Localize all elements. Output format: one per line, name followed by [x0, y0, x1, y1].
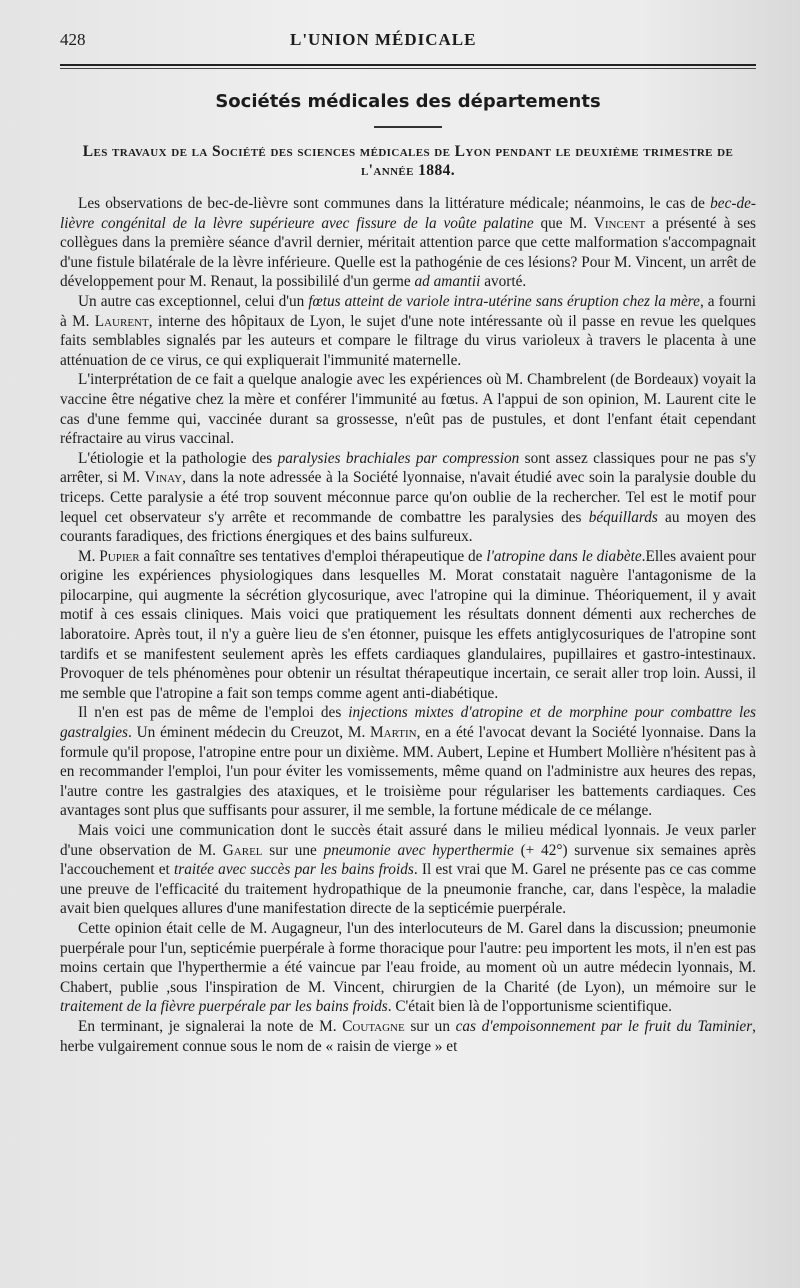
- paragraph-text: . Il est vrai que M. Garel ne présente pas ce cas comme une preuve de l'efficacité du traitement hydropathique de la pneumonie franche, car, dans l'espèce, la maladie avait bien quelques allures d'une manifestation directe de la septicémie puerpérale.: [60, 861, 756, 918]
- paragraph-text: , dans la note adressée à la Société lyonnaise, n'avait étudié avec soin la paralysie double du triceps. Cette paralysie a été trop souvent méconnue parce qu'on oublie de la rechercher. Tel est le motif pour lequel cet observateur s'y arrête et recommande de combattre les paralysies des: [60, 469, 757, 526]
- paragraph-text: sont assez classiques pour ne pas s'y arrêter, si M.: [60, 449, 756, 487]
- paragraph-text: Il n'en est pas de même de l'emploi des: [78, 704, 349, 722]
- paragraph-text: , a fourni à M.: [60, 292, 756, 330]
- body-paragraph: [60, 821, 756, 919]
- paragraph-text: .Elles avaient pour origine les expériences physiologiques dans lesquelles M. Morat constatait naguère l'antagonisme de la pilocarpine, qui augmente la sécrétion glycosurique, avec l'atropine qui la diminue. Théoriquement, il y avait motif à ces essais cliniques. Mais voici que pratiquement les résultats donnent démenti aux recherches de laboratoire. Après tout, il n'y a guère lieu de s'en étonner, puisque les effets antiglycosuriques de l'atropine sont tardifs et se manifestent seulement après les effets cardiaques glandulaires, pupillaires et gastro-intestinaux. Provoquer de tels phénomènes pour obtenir un résultat thérapeutique incertain, ce serait aller trop loin. Aussi, il me semble que l'atropine a fait son temps comme agent anti-diabétique.: [60, 547, 757, 702]
- body-paragraph: [60, 1017, 756, 1056]
- emphasis-text: pneumonie avec hyperthermie: [323, 841, 514, 859]
- paragraph-text: Mais voici une communication dont le succès était assuré dans le milieu médical lyonnais. Je veux parler d'une observation de M.: [60, 822, 756, 859]
- body-paragraph: [60, 194, 756, 292]
- emphasis-text: fœtus atteint de variole intra-utérine sans éruption chez la mère: [308, 292, 700, 310]
- article-body: [60, 194, 756, 1056]
- paragraph-text: . Un éminent médecin du Creuzot, M.: [128, 724, 371, 742]
- paragraph-text: sur un: [404, 1017, 456, 1035]
- emphasis-text: bec-de-lièvre congénital de la lèvre supérieure avec fissure de la voûte palatine: [60, 195, 756, 232]
- paragraph-text: M.: [78, 547, 100, 565]
- emphasis-text: traitement de la fièvre puerpérale par les bains froids: [60, 998, 388, 1016]
- emphasis-text: ad amantii: [414, 273, 481, 291]
- paragraph-text: L'étiologie et la pathologie des: [78, 449, 278, 467]
- paragraph-text: L'interprétation de ce fait a quelque analogie avec les expériences où M. Chambrelent (de Bordeaux) voyait la vaccine être négative chez la mère et conférer l'immunité au fœtus. A l'appui de son opinion, M. Laurent cite le cas d'une femme qui, vaccinée durant sa grossesse, n'eût pas de pustules, et dont l'enfant était cependant réfractaire au virus vaccinal.: [60, 371, 756, 448]
- paragraph-text: que M.: [533, 214, 594, 232]
- paragraph-text: (+ 42°) survenue six semaines après l'accouchement et: [60, 841, 756, 879]
- paragraph-text: avorté.: [480, 273, 527, 291]
- body-paragraph: [60, 292, 756, 370]
- emphasis-text: paralysies brachiales par compression: [277, 449, 520, 467]
- running-head: [60, 30, 756, 62]
- emphasis-text: cas d'empoisonnement par le fruit du Taminier: [455, 1017, 753, 1035]
- paragraph-text: , en a été l'avocat devant la Société lyonnaise. Dans la formule qu'il propose, l'atropine entre pour un dixième. MM. Aubert, Lepine et Humbert Mollière n'hésitent pas à en recommander l'emploi, l'un pour éviter les vomissements, même quand on l'administre aux heures des repas, l'autre contre les gastralgies des ataxiques, et le troisième pour régulariser les battements cardiaques. Ces avantages sont plus que suffisants pour assurer, il me semble, la fortune médicale de ce mélange.: [60, 724, 756, 820]
- author-name: Garel: [222, 841, 263, 859]
- body-paragraph: [60, 919, 756, 1017]
- paragraph-text: a fait connaître ses tentatives d'emploi thérapeutique de: [139, 547, 487, 565]
- paragraph-text: . C'était bien là de l'opportunisme scientifique.: [387, 998, 672, 1016]
- author-name: Martin: [370, 724, 417, 742]
- body-paragraph: [60, 703, 756, 821]
- author-name: Coutagne: [342, 1017, 405, 1035]
- author-name: Laurent: [94, 312, 149, 330]
- emphasis-text: injections mixtes d'atropine et de morphine pour combattre les gastralgies: [60, 704, 757, 742]
- paragraph-text: , herbe vulgairement connue sous le nom de « raisin de vierge » et: [60, 1017, 756, 1055]
- author-name: Vinay: [144, 469, 183, 487]
- paragraph-text: Cette opinion était celle de M. Augagneur, l'un des interlocuteurs de M. Garel dans la discussion; pneumonie puerpérale pour l'un, septicémie puerpérale à forme thoracique pour l'autre: peu importent les mots, il n'en est pas moins certain que l'hyperthermie a été vaincue par l'eau froide, au moment où un autre médecin lyonnais, M. Chabert, publie ,sous l'inspiration de M. Vincent, chirurgien de la Charité (de Lyon), un mémoire sur le: [60, 919, 756, 996]
- paragraph-text: au moyen des courants faradiques, des frictions énergiques et des bains sulfureux.: [60, 508, 756, 546]
- header-rule: [60, 64, 756, 69]
- body-paragraph: [60, 547, 756, 704]
- paragraph-text: Les observations de bec-de-lièvre sont communes dans la littérature médicale; néanmoins, le cas de: [78, 195, 711, 212]
- emphasis-text: l'atropine dans le diabète: [486, 547, 642, 565]
- author-name: Vincent: [593, 214, 646, 232]
- section-title: Sociétés médicales des départements: [215, 91, 601, 112]
- body-paragraph: [60, 449, 756, 547]
- paragraph-text: a présenté à ses collègues dans la première séance d'avril dernier, méritait attention parce que cette malformation s'accompagnait d'une fistule bilatérale de la lèvre inférieure. Quelle est la pathogénie de ces lésions? Pour M. Vincent, un arrêt de développement pour M. Renaut, la possibililé d'un germe: [60, 214, 756, 291]
- section-divider: [374, 126, 442, 128]
- paragraph-text: Un autre cas exceptionnel, celui d'un: [78, 292, 309, 310]
- article-title: Les travaux de la Société des sciences médicales de Lyon pendant le deuxième trimestre de l'année 1884.: [82, 143, 734, 179]
- author-name: Pupier: [99, 547, 140, 565]
- journal-title: L'UNION MÉDICALE: [290, 30, 477, 49]
- page-number: 428: [60, 30, 86, 49]
- body-paragraph: [60, 370, 756, 448]
- paragraph-text: En terminant, je signalerai la note de M.: [78, 1017, 343, 1035]
- paragraph-text: , interne des hôpitaux de Lyon, le sujet d'une note intéressante où il passe en revue les quelques faits semblables signalés par les auteurs et compare le filtrage du virus varioleux à travers le placenta à une atténuation de ce virus, ce qui expliquerait l'immunité maternelle.: [60, 312, 756, 369]
- emphasis-text: béquillards: [588, 508, 658, 526]
- emphasis-text: traitée avec succès par les bains froids: [174, 861, 414, 879]
- paragraph-text: sur une: [262, 841, 324, 859]
